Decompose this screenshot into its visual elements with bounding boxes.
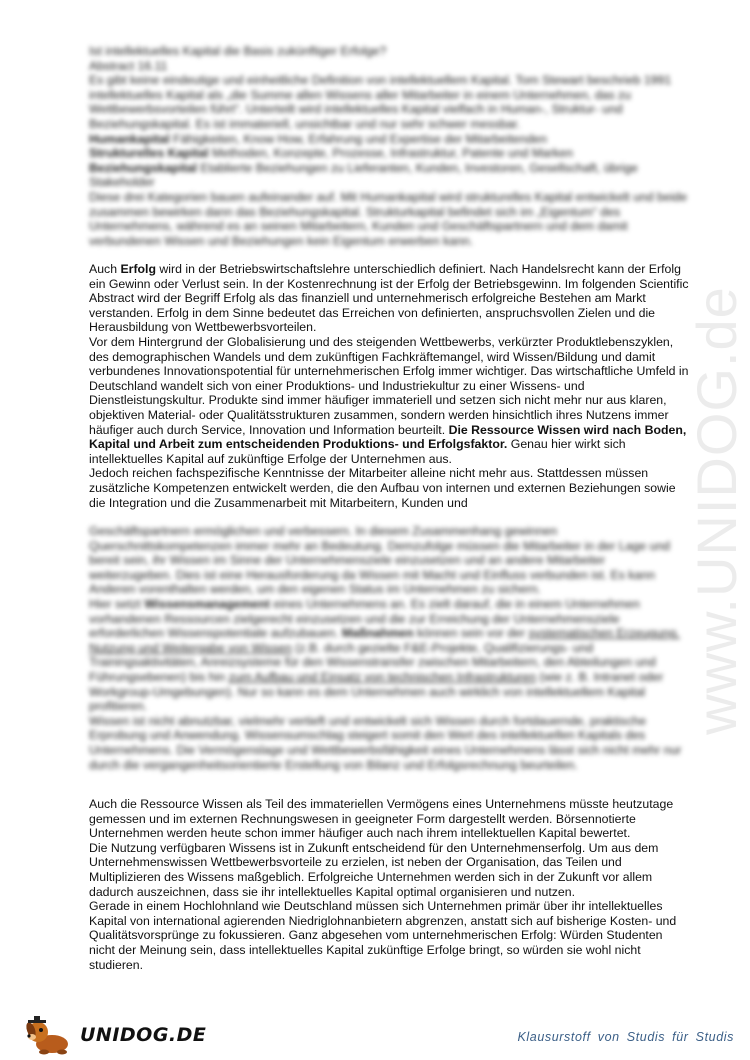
visible-middle-section (89, 262, 689, 510)
success-paragraph: Auch Erfolg wird in der Betriebswirtschaftslehre unterschiedlich definiert. Nach Handelsrecht kann der Erfolg ein Gewinn oder Verlust sein. In der Kostenrechnung ist der Erfolg der Betriebsgewinn. Im folgenden Scientific Abstract wird der Begriff Erfolg als das finanziell und unternehmerisch erfolgreiche Bestehen am Markt verstanden. Erfolg in dem Sinne bedeutet das Erreichen von definierten, anspruchsvollen Zielen und die Herausbildung von Wettbewerbsvorteilen. (89, 262, 689, 335)
conclusion-paragraph: Gerade in einem Hochlohnland wie Deutschland müssen sich Unternehmen primär über ihr intellektuelles Kapital von international agierenden Niedriglohnanbietern abgrenzen, anstatt sich auf bisherige Kosten- und Qualitätsvorsprünge zu fokussieren. Ganz abgesehen vom unternehmerischen Erfolg: Würden Studenten nicht der Meinung sein, dass intellektuelles Kapital zukünftige Erfolge bringt, so würden sie wohl nicht studieren. (89, 899, 677, 972)
page-footer (0, 1008, 750, 1060)
background-paragraph: Vor dem Hintergrund der Globalisierung und des steigenden Wettbewerbs, verkürzter Produktlebenszyklen, des demographischen Wandels und dem zukünftigen Fachkräftemangel, wird Wissen/Bildung und damit verbundenes Innovationspotential für unternehmerischen Erfolg immer wichtiger. Das wirtschaftliche Umfeld in Deutschland wandelt sich von einer Produktions- und Industriekultur zu einer Wissens- und Dienstleistungskultur. Produkte sind immer häufiger immateriell und setzen sich nicht mehr nur aus klaren, objektiven Material- oder Qualitätsstrukturen zusammen, sondern werden hinsichtlich ihres Nutzens immer häufiger auch durch Service, Innovation und Information beurteilt. Die Ressource Wissen wird nach Boden, Kapital und Arbeit zum entscheidenden Produktions- und Erfolgsfaktor. Genau hier wirkt sich intellektuelles Kapital auf zukünftige Erfolge der Unternehmen aus. (89, 334, 689, 466)
document-subtitle: Abstract 16.11 (89, 58, 168, 73)
measurement-paragraph: Auch die Ressource Wissen als Teil des immateriellen Vermögens eines Unternehmens müsste heutzutage gemessen und im externen Rechnungswesen in geeigneter Form dargestellt werden. Börsennotierte Unternehmen werden heute schon immer häufiger auch nach ihrem intellektuellen Kapital bewertet. (89, 797, 674, 841)
knowledge-usage-paragraph: Die Nutzung verfügbaren Wissens ist in Zukunft entscheidend für den Unternehmenserfolg. Um aus dem Unternehmenswissen Wettbewerbsvorteile zu erzielen, ist neben der Organisation, das Teilen und Multiplizieren des Wissens maßgeblich. Erfolgreiche Unternehmen werden sich in der Zukunft vor allem dadurch auszeichnen, dass sie ihr intellektuelles Kapital optimal organisieren und nutzen. (89, 840, 659, 899)
category-item: Humankapital Fähigkeiten, Know How, Erfahrung und Expertise der Mitarbeitenden (89, 131, 547, 146)
categories-paragraph: Diese drei Kategorien bauen aufeinander auf. Mit Humankapital wird strukturelles Kapital entwickelt und beide zusammen bewirken dann das Beziehungskapital. Strukturkapital befindet sich im „Eigentum“ des Unternehmens, während es an seinen Mitarbeitern, Kunden und Geschäftspartnern und dem damit verbundenen Wissen und Beziehungen kein Eigentum erwerben kann. (89, 189, 688, 248)
visible-bottom-section (89, 797, 689, 972)
competence-paragraph: Jedoch reichen fachspezifische Kenntnisse der Mitarbeiter alleine nicht mehr aus. Stattdessen müssen zusätzliche Kompetenzen entwickelt werden, die den Aufbau von internen und externen Beziehungen sowie die Integration und die Zusammenarbeit mit Mitarbeitern, Kunden und (89, 466, 676, 510)
document-title: Ist intellektuelles Kapital die Basis zukünftiger Erfolge? (89, 44, 387, 58)
blurred-paragraph: Wissen ist nicht abnutzbar, vielmehr vertieft und entwickelt sich Wissen durch fortdauernde, praktische Erprobung und Anwendung. Wissensumschlag steigert somit den Wert des intellektuellen Kapitals des Unternehmens. Die Vermögenslage und Wettbewerbsfähigkeit eines Unternehmens lässt sich nicht mehr nur durch die vergangenheitsorientierte Erstellung von Bilanz und Erfolgsrechnung beurteilen. (89, 713, 682, 772)
footer-slogan: Klausurstoff von Studis für Studis (517, 1030, 734, 1044)
intro-paragraph: Es gibt keine eindeutige und einheitliche Definition von intellektuellem Kapital. Tom Stewart beschrieb 1991 intellektuelles Kapital als „die Summe allen Wissens aller Mitarbeiter in einem Unternehmen, das zu Wettbewerbsvorteilen führt“. Unterteilt wird intellektuelles Kapital vielfach in Human-, Struktur- und Beziehungskapital. Es ist immateriell, unsichtbar und nur sehr schwer messbar. (89, 73, 672, 131)
watermark: www.UNIDOG.de (684, 285, 748, 735)
dog-icon (22, 1014, 78, 1056)
blurred-paragraph: Hier setzt Wissensmanagement eines Unternehmens an. Es zielt darauf, die in einem Unternehmen vorhandenen Ressourcen zielgerecht einzusetzen und die zur Erreichung der Unternehmensziele erforderlichen Wissenspotentiale aufzubauen. Maßnahmen können sein vor der systematischen Erzeugung, Nutzung und Weitergabe von Wissen (z.B. durch gezielte F&E-Projekte, Qualifizierungs- und Trainingsaktivitäten, Anreizsysteme für den Wissenstransfer zwischen Mitarbeitern, den Abteilungen und Führungsebenen) bis hin zum Aufbau und Einsatz von technischen Infrastrukturen (wie z. B. Intranet oder Workgroup-Umgebungen). Nur so kann es dem Unternehmen auch wirklich von intellektuellem Kapital profitieren. (89, 596, 680, 714)
unidog-logo[interactable]: UNIDOG.DE (22, 1014, 192, 1054)
blurred-intro-section (89, 44, 689, 248)
category-item: Beziehungskapital Etablierte Beziehungen zu Lieferanten, Kunden, Investoren, Gesellschaft, übrige Stakeholder (89, 160, 638, 190)
blurred-paragraph: Geschäftspartnern ermöglichen und verbessern. In diesem Zusammenhang gewinnen Querschnittskompetenzen immer mehr an Bedeutung. Demzufolge müssen die Mitarbeiter in der Lage und bereit sein, ihr Wissen im Sinne der Unternehmensziele einzusetzen und an andere Mitarbeiter weiterzugeben. Dies ist eine Herausforderung da Wissen mit Macht und Einfluss verbunden ist. Es kann Anderen vorenthalten werden, um den eigenen Status im Unternehmen zu sichern. (89, 524, 670, 597)
category-item: Strukturelles Kapital Methoden, Konzepte, Prozesse, Infrastruktur, Patente und Marken (89, 146, 573, 161)
blurred-middle-section (89, 524, 689, 772)
